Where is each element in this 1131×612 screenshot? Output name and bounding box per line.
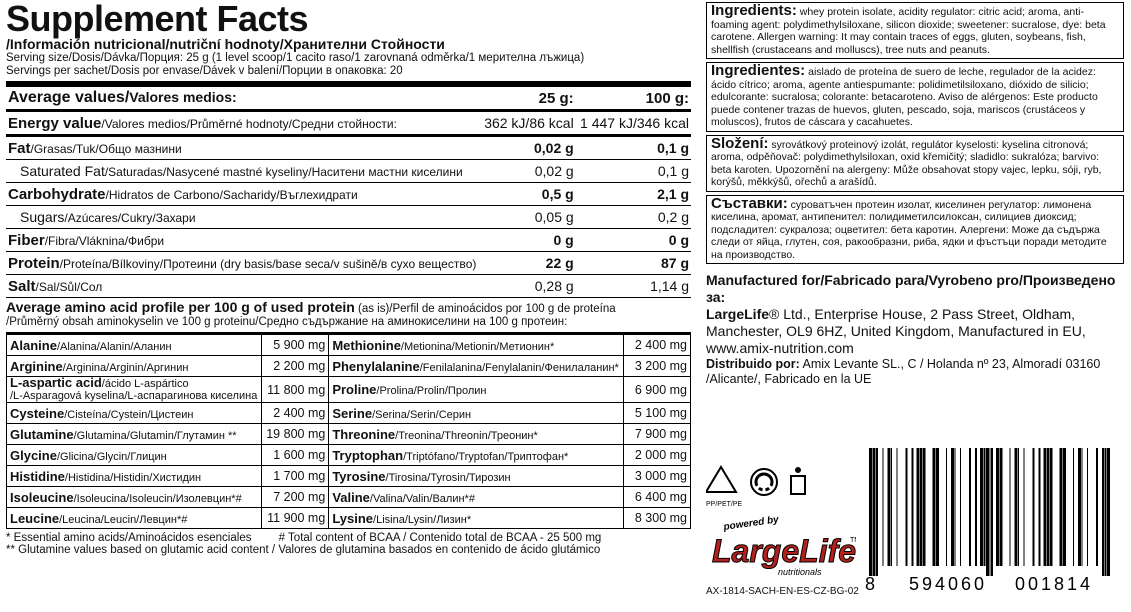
barcode-bar [1073, 448, 1074, 566]
barcode-digits: 8 [865, 574, 879, 593]
amino-name: Threonine [332, 426, 396, 442]
header-col-100g: 100 g: [576, 87, 691, 111]
nutrition-row [6, 160, 691, 183]
barcode-bar [891, 448, 892, 566]
header-label-small: Valores medios: [129, 89, 237, 105]
amino-value: 6 400 mg [624, 487, 691, 508]
nutrient-translations: /Hidratos de Carbono/Sacharidy/Въглехидрати [105, 187, 358, 202]
amino-acid-heading: Average amino acid profile per 100 g of used protein (as is)/Perfil de aminoácidos por 100 g de proteína /Průměrný obsah aminokyselin ve 100 g proteinu/Средно съдържание на аминокиселини на 100 g протеин: [6, 299, 616, 328]
amino-name: Tryptophan [332, 447, 404, 463]
amino-name: Histidine [10, 468, 65, 484]
amino-value: 2 400 mg [262, 403, 329, 424]
amino-value: 19 800 mg [262, 424, 329, 445]
amino-value: 1 600 mg [262, 445, 329, 466]
amino-translations: /Serina/Serin/Серин [372, 408, 472, 421]
amino-name: Isoleucine [10, 489, 74, 505]
amino-translations: /Glutamina/Glutamin/Глутамин ** [73, 429, 237, 442]
amino-row [7, 377, 691, 403]
recycle-icon [706, 467, 736, 492]
barcode-bar [1096, 448, 1098, 566]
amino-value: 5 900 mg [262, 334, 329, 356]
tm-mark: T [850, 537, 855, 544]
value-100g: 0 g [576, 229, 691, 252]
nutrition-table [6, 87, 691, 298]
green-dot-icon [751, 469, 777, 495]
amino-name: Serine [332, 405, 373, 421]
amino-translations: /Tirosina/Tyrosin/Тирозин [385, 471, 511, 484]
amino-value: 7 200 mg [262, 487, 329, 508]
serving-size: Serving size/Dosis/Dávka/Порция: 25 g (1 level scoop/1 cacito raso/1 zarovnaná odměrka/1 мерителна лъжица) [6, 52, 585, 64]
powered-by-label: powered by [722, 514, 780, 533]
barcode-bar [1033, 448, 1035, 566]
nutrient-name: Salt [8, 277, 36, 295]
servings-per-sachet: Servings per sachet/Dosis por envase/Dávek v balení/Порции в опаковка: 20 [6, 65, 403, 77]
header-label: Average values/ [8, 89, 130, 106]
amino-translations: /Histidina/Histidin/Хистидин [64, 471, 202, 484]
barcode-bar [923, 448, 926, 566]
amino-name: Cysteine [10, 405, 65, 421]
nutrient-name: Protein [8, 254, 60, 272]
barcode-bar [951, 448, 954, 566]
ingredients-text: aislado de proteína de suero de leche, regulador de la acidez: ácido cítrico; aroma, agente antiespumante: polidimetilsiloxano, dióxido de silicio; edulcorante: sucralosa; colorante: betacaroteno. Aviso de alérgenos: Este producto puede contener trazas de huevos, gluten, pescado, soja, mariscos (crustáceos y moluscos), frutos de cáscara y cacahuetes. [711, 66, 1098, 128]
value-25g: 362 kJ/86 kcal [478, 111, 575, 136]
barcode-bar [906, 448, 908, 566]
nutrition-row [6, 275, 691, 298]
ingredients-panel [706, 2, 1124, 387]
value-100g: 0,2 g [576, 206, 691, 229]
barcode-bar [1107, 448, 1110, 576]
barcode-bar [1078, 448, 1081, 566]
barcode-bar [1087, 448, 1088, 566]
ingredients-heading: Съставки: [711, 194, 788, 212]
nutrient-translations: /Proteína/Bílkoviny/Протеини (dry basis/base seca/v sušině/в сухо веществo) [59, 256, 477, 271]
barcode-bar [990, 448, 991, 576]
nutrient-name: Fiber [8, 231, 45, 249]
nutrient-name: Fat [8, 139, 31, 157]
amino-translations: /Leucina/Leucin/Левцин*# [59, 513, 188, 526]
barcode-bar [883, 448, 884, 566]
amino-translations: /Triptófano/Tryptofan/Триптофан* [403, 450, 569, 463]
value-25g: 0,28 g [478, 275, 575, 298]
barcode-bar [1102, 448, 1104, 576]
footnotes [6, 532, 691, 556]
barcode-bar [876, 448, 878, 576]
nutrient-name: Energy value [8, 114, 102, 132]
barcode-bar [960, 448, 961, 566]
footnote-glutamine: ** Glutamine values based on glutamic acid content / Valores de glutamina basados en contenido de ácido glutámico [6, 544, 601, 556]
barcode-bar [996, 448, 999, 566]
barcode-bar [991, 448, 993, 576]
amino-value: 8 300 mg [624, 508, 691, 529]
ingredients-box [706, 2, 1124, 59]
amino-value: 7 900 mg [624, 424, 691, 445]
nutrition-row [6, 229, 691, 252]
nutrient-translations: /Azúcares/Cukry/Захари [64, 211, 196, 225]
barcode-bar [1010, 448, 1011, 566]
barcode-bar [1050, 448, 1053, 566]
amino-value: 2 200 mg [262, 356, 329, 377]
amino-row [7, 334, 691, 356]
amino-name: Methionine [332, 337, 401, 353]
barcode-bar [1024, 448, 1025, 566]
barcode-bar [897, 448, 898, 566]
nutrition-header-row [6, 87, 691, 111]
manufacturer-address: ® Ltd., Enterprise House, 2 Pass Street, Oldham, Manchester, OL9 6HZ, United Kingdom, Manufactured in EU, www.amix-nutrition.com [706, 306, 1086, 356]
distributor: Distribuido por: Amix Levante SL., C / Holanda nº 23, Almoradí 03160 /Alicante/, Fabricado en la UE [706, 357, 1101, 386]
nutrient-translations: /Grasas/Tuk/Общо мазнини [30, 141, 182, 156]
amino-value: 2 400 mg [624, 334, 691, 356]
barcode-bar [1063, 448, 1066, 566]
supplement-facts-panel [6, 0, 691, 556]
amino-translations: /Metionina/Metionin/Метионин* [400, 340, 555, 353]
ingredients-text: whey protein isolate, acidity regulator: citric acid; aroma, anti-foaming agent: polydimethylsiloxane, silicon dioxide; sweetener: sucralose, dye: beta carotene. Allergen warning: It may contain traces of eggs, gluten, soybeans, fish, shellfish (crustaceans and molluscs), tree nuts and peanuts. [711, 6, 1106, 56]
amino-value: 1 700 mg [262, 466, 329, 487]
nutrient-translations: /Valores medios/Průměrné hodnoty/Средни стойности: [101, 116, 397, 131]
amino-name: Valine [332, 489, 370, 505]
barcode-bar [888, 448, 891, 566]
barcode-bar [975, 448, 977, 566]
amino-translations: /Prolina/Prolin/Пролин [376, 385, 487, 397]
product-code: AX-1814-SACH-EN-ES-CZ-BG-02 [706, 586, 859, 597]
amino-translations: /Valina/Valin/Валин*# [369, 492, 475, 505]
amino-row [7, 487, 691, 508]
value-100g: 2,1 g [576, 183, 691, 206]
nutrient-name: Sugars [20, 209, 65, 225]
barcode-bar [920, 448, 922, 566]
page-title: Supplement Facts [6, 0, 309, 39]
barcode-bar [1000, 448, 1003, 566]
footnote-essential: * Essential amino acids/Aminoácidos esenciales [6, 532, 252, 544]
nutrient-name: Carbohydrate [8, 185, 106, 203]
nutrient-name: Saturated Fat [20, 163, 105, 179]
ingredients-heading: Ingredients: [711, 2, 797, 19]
ingredients-box [706, 195, 1124, 265]
brand-name: LargeLife [706, 306, 770, 322]
barcode-bar [955, 448, 956, 566]
value-25g: 0,05 g [478, 206, 575, 229]
value-100g: 1,14 g [576, 275, 691, 298]
barcode-bar [933, 448, 936, 566]
nutrition-row [6, 136, 691, 160]
nutrient-translations: /Fibra/Vláknina/Фибри [44, 233, 165, 248]
amino-name: Leucine [10, 510, 60, 526]
amino-row [7, 466, 691, 487]
barcode-bar [869, 448, 872, 576]
amino-name: Tyrosine [332, 468, 386, 484]
amino-value: 11 800 mg [262, 377, 329, 403]
barcode-bar [1105, 448, 1107, 576]
nutritionals-label: nutritionals [778, 567, 822, 577]
ingredients-text: суроватъчен протеин изолат, киселинен регулатор: лимонена киселина, аромат, антипенител: полидиметилсилоксан, силициев диоксид; подсладител: сукралоза; оцветител: бета каротин. Алергени: Може да съдържа следи от яйца, глутен, соя, ракообразни, риба, ядки и фъстъци поради методите на производство. [711, 198, 1107, 261]
barcode-bar [969, 448, 971, 566]
value-100g: 0,1 g [576, 136, 691, 160]
amino-value: 6 900 mg [624, 377, 691, 403]
ingredients-heading: Složení: [711, 134, 769, 152]
amino-name: Alanine [10, 337, 57, 353]
barcode-bar [1018, 448, 1019, 566]
value-25g: 22 g [478, 252, 575, 275]
barcode-bar [1060, 448, 1063, 566]
amino-translations: /Fenilalanina/Fenylalanin/Фенилаланин* [419, 361, 619, 374]
barcode-bar [986, 448, 989, 576]
barcode-bar [873, 448, 876, 576]
barcode-svg [865, 448, 1123, 593]
nutrition-row [6, 252, 691, 275]
recycle-label: PP/PET/PE [706, 501, 743, 508]
amino-value: 2 000 mg [624, 445, 691, 466]
value-25g: 0 g [478, 229, 575, 252]
amino-acid-table [6, 332, 691, 529]
nutrition-row [6, 183, 691, 206]
tidyman-icon [791, 467, 805, 494]
barcode-bar [1044, 448, 1047, 566]
ingredients-heading: Ingredientes: [711, 62, 806, 79]
amino-row [7, 445, 691, 466]
amino-name: Phenylalanine [332, 358, 420, 374]
amino-value: 3 000 mg [624, 466, 691, 487]
barcode-bar [1015, 448, 1018, 566]
amino-name: L-aspartic acid [10, 375, 102, 390]
value-100g: 0,1 g [576, 160, 691, 183]
amino-value: 3 200 mg [624, 356, 691, 377]
logos-svg [706, 462, 856, 592]
footnote-bcaa: # Total content of BCAA / Contenido total de BCAA - 25 500 mg [278, 532, 602, 544]
amino-translations: /Treonina/Threonin/Треонин* [395, 429, 538, 442]
barcode-bar [917, 448, 920, 566]
amino-name: Arginine [10, 358, 63, 374]
amino-row [7, 424, 691, 445]
amino-translations-2: /L-Asparagová kyselina/L-аспарагинова киселина [10, 390, 258, 402]
amino-translations: /Glicina/Glycin/Глицин [56, 450, 167, 463]
barcode-bar [946, 448, 947, 566]
logo-area [706, 462, 856, 597]
amino-row [7, 508, 691, 529]
barcode [865, 448, 1123, 593]
value-25g: 0,02 g [478, 136, 575, 160]
barcode-bar [1082, 448, 1083, 566]
amino-row [7, 356, 691, 377]
value-25g: 0,02 g [478, 160, 575, 183]
ingredients-text: syrovátkový proteinový izolát, regulátor kyselosti: kyselina citronová; aroma, odpěňovač: polydimethylsiloxan, oxid křemičitý; sladidlo: sukralóza; barvivo: beta karoten. Upozornění na alergeny: Může obsahovat stopy vajec, lepku, sóji, ryb, korýšů, měkkýšů, ořechů a arašídů. [711, 138, 1102, 188]
barcode-bar [984, 448, 986, 566]
ingredients-box [706, 135, 1124, 192]
nutrition-row [6, 111, 691, 136]
nutrient-translations: /Sal/Sůl/Сол [35, 279, 103, 294]
barcode-digits: 594060 [909, 574, 988, 593]
ingredients-box [706, 62, 1124, 132]
manufacturer-block [706, 272, 1124, 387]
value-25g: 0,5 g [478, 183, 575, 206]
amino-name: Glutamine [10, 426, 74, 442]
barcode-digits: 001814 [1015, 574, 1094, 593]
barcode-bar [1039, 448, 1041, 566]
barcode-bar [980, 448, 983, 566]
subtitle: /Información nutricional/nutriční hodnoty/Хранителни Стойности [6, 36, 445, 52]
largelife-logo-text: LargeLife [712, 533, 856, 569]
barcode-bar [936, 448, 939, 566]
barcode-bar [1047, 448, 1049, 566]
amino-translations: /ácido L-aspártico [101, 378, 189, 390]
nutrition-row [6, 206, 691, 229]
manufactured-for: Manufactured for/Fabricado para/Vyrobeno pro/Произведено за: [706, 272, 1116, 305]
header-col-25g: 25 g: [478, 87, 575, 111]
value-100g: 1 447 kJ/346 kcal [576, 111, 691, 136]
amino-name: Proline [332, 382, 377, 397]
amino-name: Lysine [332, 510, 374, 526]
amino-row [7, 403, 691, 424]
amino-translations: /Cisteína/Cystein/Цистеин [64, 408, 194, 421]
value-100g: 87 g [576, 252, 691, 275]
amino-value: 5 100 mg [624, 403, 691, 424]
amino-name: Glycine [10, 447, 57, 463]
nutrient-translations: /Saturadas/Nasycené mastné kyseliny/Наситени мастни киселини [104, 165, 463, 179]
amino-translations: /Arginina/Arginin/Аргинин [62, 361, 189, 374]
amino-translations: /Isoleucina/Isoleucin/Изолевцин*# [73, 492, 242, 505]
amino-value: 11 900 mg [262, 508, 329, 529]
barcode-bar [912, 448, 914, 566]
amino-translations: /Lisina/Lysin/Лизин* [373, 513, 472, 526]
amino-translations: /Alanina/Alanin/Аланин [56, 340, 172, 353]
